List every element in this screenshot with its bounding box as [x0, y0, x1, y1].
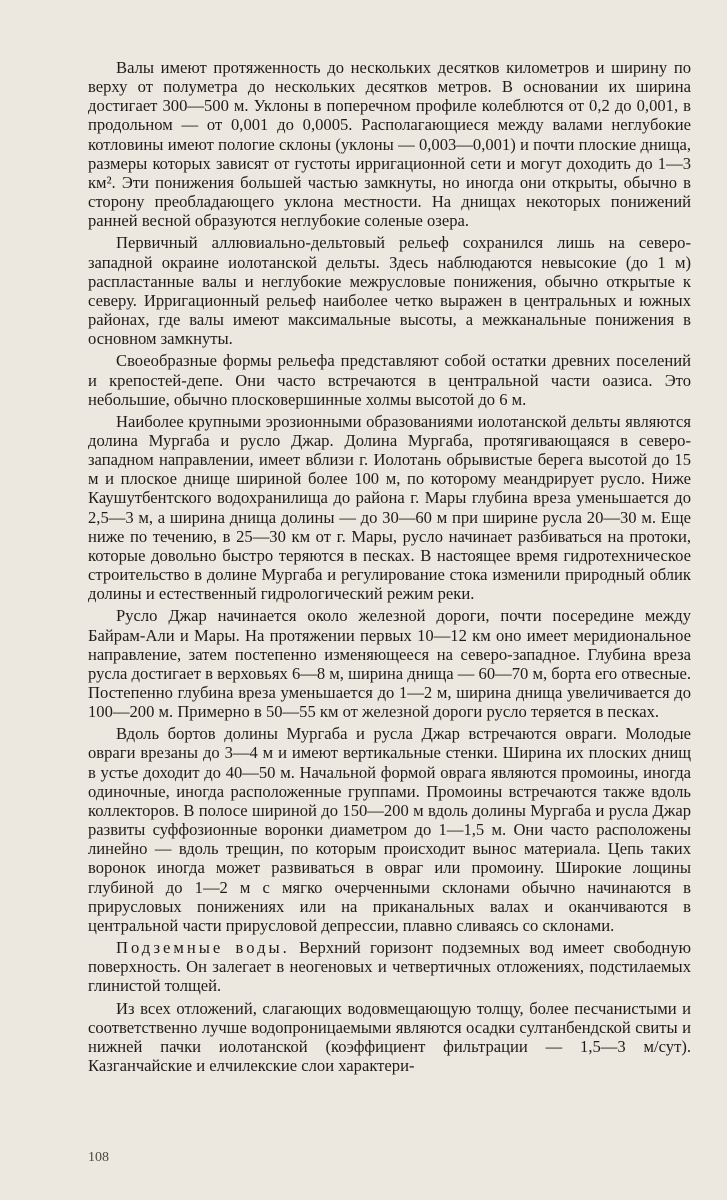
page-number: 108 [88, 1150, 109, 1165]
section-heading-groundwater: Подземные воды. [116, 938, 290, 958]
paragraph-primary-relief: Первичный аллювиально-дельтовый рельеф сохранился лишь на северо-западной окраине иолотанской дельты. Здесь наблюдаются невысокие (до 1 м) распластанные валы и неглубокие межрусловые понижения, обычно открытые к северу. Ирригационный рельеф наиболее четко выражен в центральных и южных районах, где валы имеют максимальные высоты, а межканальные понижения в основном замкнуты. [88, 233, 691, 349]
paragraph-groundwater [88, 938, 691, 995]
paragraph-deposits: Из всех отложений, слагающих водовмещающую толщу, более песчанистыми и соответственно лучше водопроницаемыми являются осадки султанбендской свиты и нижней пачки иолотанской (коэффициент фильтрации — 1,5—3 м/сут). Казганчайские и елчилекские слои характери- [88, 998, 691, 1075]
paragraph-ravines: Вдоль бортов долины Мургаба и русла Джар встречаются овраги. Молодые овраги врезаны до 3—4 м и имеют вертикальные стенки. Ширина их плоских днищ в устье доходит до 40—50 м. Начальной формой оврага являются промоины, иногда одиночные, иногда расположенные группами. Промоины встречаются также вдоль коллекторов. В полосе шириной до 150—200 м вдоль долины Мургаба и русла Джар развиты суффозионные воронки диаметром до 1—1,5 м. Они часто расположены линейно — вдоль трещин, по которым происходит вынос материала. Цепь таких воронок иногда может развиваться в овраг или промоину. Широкие лощины глубиной до 1—2 м с мягко очерченными склонами обычно начинаются в прирусловых понижениях или на приканальных валах и оканчиваются в центральной части прирусловой депрессии, плавно сливаясь со склонами. [88, 724, 691, 935]
groundwater-text: Верхний горизонт подземных вод имеет свободную поверхность. Он залегает в неогеновых и четвертичных отложениях, подстилаемых глинистой толщей. [88, 938, 691, 996]
paragraph-ridges: Валы имеют протяженность до нескольких десятков километров и ширину по верху от полуметра до нескольких десятков метров. В основании их ширина достигает 300—500 м. Уклоны в поперечном профиле колеблются от 0,2 до 0,001, в продольном — от 0,001 до 0,0005. Располагающиеся между валами неглубокие котловины имеют пологие склоны (уклоны — 0,003—0,001) и почти плоские днища, размеры которых зависят от густоты ирригационной сети и могут доходить до 1—3 км². Эти понижения большей частью замкнуты, но иногда они открыты, обычно в сторону преобладающего уклона местности. На днищах некоторых понижений ранней весной образуются неглубокие соленые озера. [88, 58, 691, 231]
paragraph-jar-channel: Русло Джар начинается около железной дороги, почти посередине между Байрам-Али и Мары. На протяжении первых 10—12 км оно имеет меридиональное направление, затем постепенно изменяющееся на северо-западное. Глубина вреза русла достигает в верховьях 6—8 м, ширина днища — 60—70 м, борта его отвесные. Постепенно глубина вреза уменьшается до 1—2 м, ширина днища увеличивается до 100—200 м. Примерно в 50—55 км от железной дороги русло теряется в песках. [88, 606, 692, 722]
paragraph-murgab-valley: Наиболее крупными эрозионными образованиями иолотанской дельты являются долина Мургаба и русло Джар. Долина Мургаба, протягивающаяся в северо-западном направлении, имеет вблизи г. Иолотань обрывистые берега высотой до 15 м и плоское днище шириной более 100 м, по которому меандрирует русло. Ниже Каушутбентского водохранилища до района г. Мары глубина вреза уменьшается до 2,5—3 м, а ширина днища долины — до 30—60 м при ширине русла 20—30 м. Еще ниже по течению, в 25—30 км от г. Мары, русло начинает разбиваться на протоки, которые довольно быстро теряются в песках. В настоящее время гидротехническое строительство в долине Мургаба и регулирование стока изменили природный облик долины и естественный гидрологический режим реки. [88, 411, 691, 604]
paragraph-settlements: Своеобразные формы рельефа представляют собой остатки древних поселений и крепостей-депе. Они часто встречаются в центральной части оазиса. Это небольшие, обычно плосковершинные холмы высотой до 6 м. [88, 351, 691, 409]
